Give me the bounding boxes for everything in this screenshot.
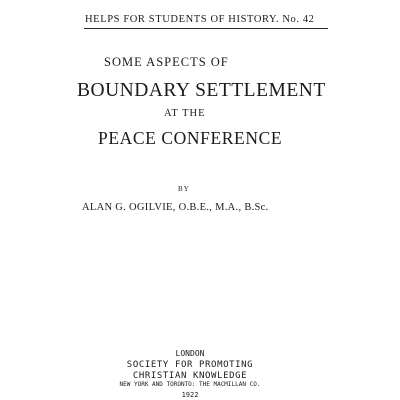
title-line-1: SOME ASPECTS OF <box>104 55 229 69</box>
series-header: HELPS FOR STUDENTS OF HISTORY. No. 42 <box>85 14 315 25</box>
imprint-distributor: NEW YORK AND TORONTO: THE MACMILLAN CO. <box>119 381 261 388</box>
imprint-publisher-line-2: CHRISTIAN KNOWLEDGE <box>132 371 248 381</box>
imprint-year: 1922 <box>181 391 199 399</box>
imprint-city: LONDON <box>175 349 205 358</box>
by-label: BY <box>178 185 190 193</box>
header-rule <box>84 28 328 29</box>
title-line-3: AT THE <box>164 108 206 119</box>
title-line-4: PEACE CONFERENCE <box>98 128 283 148</box>
imprint-publisher-line-1: SOCIETY FOR PROMOTING <box>126 360 254 370</box>
author-name: ALAN G. OGILVIE, O.B.E., M.A., B.Sc. <box>82 202 269 213</box>
title-line-2: BOUNDARY SETTLEMENT <box>77 80 326 101</box>
